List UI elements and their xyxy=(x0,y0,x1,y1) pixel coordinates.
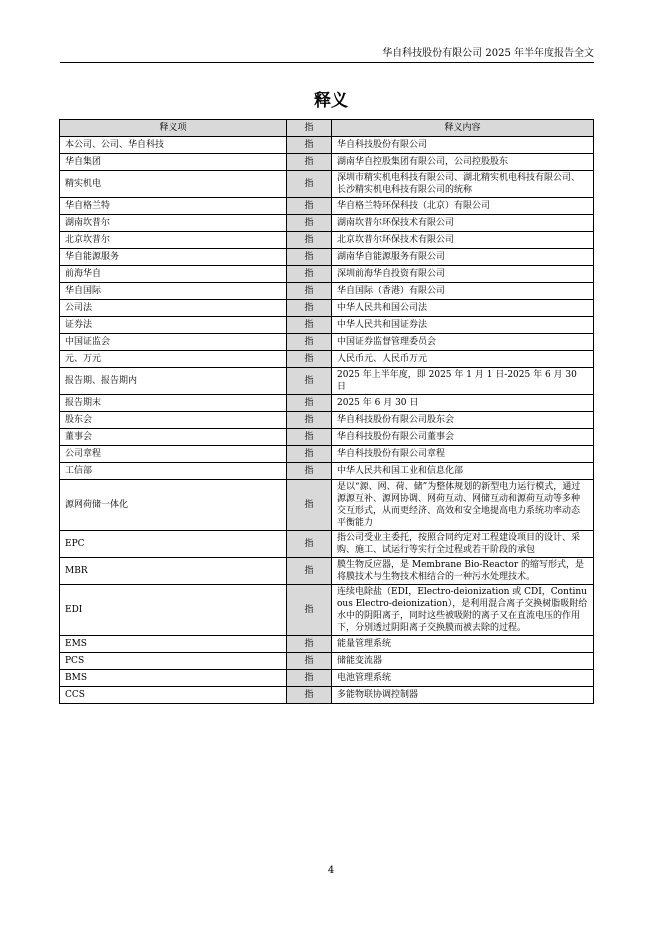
definition-cell: 华自科技股份有限公司董事会 xyxy=(332,429,594,446)
ref-cell: 指 xyxy=(287,368,332,395)
definition-cell: 中国证券监督管理委员会 xyxy=(332,334,594,351)
term-cell: 报告期、报告期内 xyxy=(60,368,287,395)
definition-cell: 2025 年上半年度，即 2025 年 1 月 1 日-2025 年 6 月 30 日 xyxy=(332,368,594,395)
ref-cell: 指 xyxy=(287,317,332,334)
column-header-definition: 释义内容 xyxy=(332,120,594,137)
table-row xyxy=(60,368,594,395)
table-row xyxy=(60,154,594,171)
term-cell: 华自国际 xyxy=(60,283,287,300)
table-row xyxy=(60,636,594,653)
term-cell: 精实机电 xyxy=(60,171,287,198)
definition-cell: 华自国际（香港）有限公司 xyxy=(332,283,594,300)
table-row xyxy=(60,670,594,687)
table-row xyxy=(60,171,594,198)
ref-cell: 指 xyxy=(287,351,332,368)
term-cell: MBR xyxy=(60,558,287,585)
table-row xyxy=(60,463,594,480)
table-row xyxy=(60,334,594,351)
ref-cell: 指 xyxy=(287,137,332,154)
table-row xyxy=(60,558,594,585)
definition-cell: 华自科技股份有限公司章程 xyxy=(332,446,594,463)
definition-cell: 储能变流器 xyxy=(332,653,594,670)
term-cell: EMS xyxy=(60,636,287,653)
ref-cell: 指 xyxy=(287,395,332,412)
term-cell: BMS xyxy=(60,670,287,687)
table-row xyxy=(60,585,594,636)
column-header-ref: 指 xyxy=(287,120,332,137)
definition-cell: 能量管理系统 xyxy=(332,636,594,653)
table-row xyxy=(60,266,594,283)
ref-cell: 指 xyxy=(287,531,332,558)
page-header: 华自科技股份有限公司 2025 年半年度报告全文 xyxy=(382,48,594,59)
table-row xyxy=(60,429,594,446)
table-row xyxy=(60,232,594,249)
definition-cell: 湖南华自能源服务有限公司 xyxy=(332,249,594,266)
term-cell: 华自能源服务 xyxy=(60,249,287,266)
ref-cell: 指 xyxy=(287,283,332,300)
term-cell: CCS xyxy=(60,687,287,704)
term-cell: 元、万元 xyxy=(60,351,287,368)
definition-cell: 华自科技股份有限公司 xyxy=(332,137,594,154)
term-cell: 股东会 xyxy=(60,412,287,429)
definition-cell: 连续电除盐（EDI，Electro-deionization 或 CDI，Continuous Electro-deionization），是利用混合离子交换树脂吸附给水中的阴阳离子，同时这些被吸附的离子又在直流电压的作用下，分别透过阴阳离子交换膜而被去除的过程。 xyxy=(332,585,594,636)
ref-cell: 指 xyxy=(287,670,332,687)
term-cell: 证券法 xyxy=(60,317,287,334)
term-cell: 北京坎普尔 xyxy=(60,232,287,249)
table-row xyxy=(60,198,594,215)
definition-cell: 华自格兰特环保科技（北京）有限公司 xyxy=(332,198,594,215)
column-header-term: 释义项 xyxy=(60,120,287,137)
definition-cell: 膜生物反应器，是 Membrane Bio-Reactor 的缩写形式，是将膜技术与生物技术相结合的一种污水处理技术。 xyxy=(332,558,594,585)
definition-cell: 中华人民共和国公司法 xyxy=(332,300,594,317)
definitions-table xyxy=(59,119,594,704)
ref-cell: 指 xyxy=(287,480,332,531)
table-row xyxy=(60,283,594,300)
ref-cell: 指 xyxy=(287,249,332,266)
ref-cell: 指 xyxy=(287,266,332,283)
definition-cell: 2025 年 6 月 30 日 xyxy=(332,395,594,412)
term-cell: 公司法 xyxy=(60,300,287,317)
term-cell: 公司章程 xyxy=(60,446,287,463)
ref-cell: 指 xyxy=(287,687,332,704)
ref-cell: 指 xyxy=(287,463,332,480)
table-row xyxy=(60,446,594,463)
ref-cell: 指 xyxy=(287,171,332,198)
definition-cell: 湖南坎普尔环保技术有限公司 xyxy=(332,215,594,232)
definition-cell: 指公司受业主委托，按照合同约定对工程建设项目的设计、采购、施工、试运行等实行全过程或若干阶段的承包 xyxy=(332,531,594,558)
term-cell: 源网荷储一体化 xyxy=(60,480,287,531)
ref-cell: 指 xyxy=(287,558,332,585)
ref-cell: 指 xyxy=(287,585,332,636)
definition-cell: 电池管理系统 xyxy=(332,670,594,687)
table-row xyxy=(60,249,594,266)
definition-cell: 华自科技股份有限公司股东会 xyxy=(332,412,594,429)
term-cell: EPC xyxy=(60,531,287,558)
term-cell: 华自集团 xyxy=(60,154,287,171)
table-row xyxy=(60,531,594,558)
page-number: 4 xyxy=(327,865,335,876)
term-cell: 前海华自 xyxy=(60,266,287,283)
ref-cell: 指 xyxy=(287,154,332,171)
table-row xyxy=(60,351,594,368)
table-row xyxy=(60,317,594,334)
ref-cell: 指 xyxy=(287,232,332,249)
term-cell: 湖南坎普尔 xyxy=(60,215,287,232)
term-cell: PCS xyxy=(60,653,287,670)
ref-cell: 指 xyxy=(287,446,332,463)
table-body xyxy=(60,137,594,704)
term-cell: 中国证监会 xyxy=(60,334,287,351)
definition-cell: 人民币元、人民币万元 xyxy=(332,351,594,368)
term-cell: EDI xyxy=(60,585,287,636)
table-row xyxy=(60,653,594,670)
definition-cell: 多能物联协调控制器 xyxy=(332,687,594,704)
table-row xyxy=(60,137,594,154)
ref-cell: 指 xyxy=(287,198,332,215)
ref-cell: 指 xyxy=(287,636,332,653)
ref-cell: 指 xyxy=(287,215,332,232)
term-cell: 报告期末 xyxy=(60,395,287,412)
header-divider xyxy=(60,62,594,63)
page-title: 释义 xyxy=(314,91,348,111)
table-row xyxy=(60,412,594,429)
term-cell: 本公司、公司、华自科技 xyxy=(60,137,287,154)
table-row xyxy=(60,300,594,317)
table-row xyxy=(60,687,594,704)
definition-cell: 中华人民共和国证券法 xyxy=(332,317,594,334)
table-row xyxy=(60,215,594,232)
table-row xyxy=(60,480,594,531)
term-cell: 工信部 xyxy=(60,463,287,480)
table-header-row xyxy=(60,120,594,137)
definition-cell: 深圳前海华自投资有限公司 xyxy=(332,266,594,283)
definition-cell: 北京坎普尔环保技术有限公司 xyxy=(332,232,594,249)
term-cell: 华自格兰特 xyxy=(60,198,287,215)
ref-cell: 指 xyxy=(287,334,332,351)
definition-cell: 是以“源、网、荷、储”为整体规划的新型电力运行模式，通过源源互补、源网协调、网荷互动、网储互动和源荷互动等多种交互形式，从而更经济、高效和安全地提高电力系统功率动态平衡能力 xyxy=(332,480,594,531)
ref-cell: 指 xyxy=(287,412,332,429)
ref-cell: 指 xyxy=(287,429,332,446)
ref-cell: 指 xyxy=(287,653,332,670)
table-row xyxy=(60,395,594,412)
definition-cell: 中华人民共和国工业和信息化部 xyxy=(332,463,594,480)
definition-cell: 深圳市精实机电科技有限公司、湖北精实机电科技有限公司、长沙精实机电科技有限公司的统称 xyxy=(332,171,594,198)
definition-cell: 湖南华自控股集团有限公司，公司控股股东 xyxy=(332,154,594,171)
ref-cell: 指 xyxy=(287,300,332,317)
term-cell: 董事会 xyxy=(60,429,287,446)
